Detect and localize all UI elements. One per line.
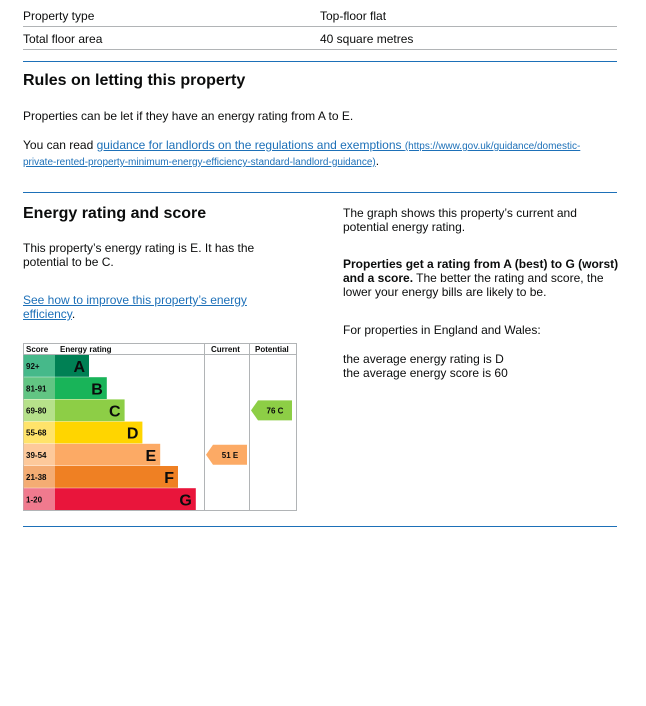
energy-rating-line1: This property’s energy rating is E. It has the <box>23 241 255 255</box>
landlord-guidance-link[interactable] <box>23 138 580 168</box>
band-letter-g: G <box>179 492 192 510</box>
average-stats <box>343 352 508 380</box>
band-score-label-f: 21-38 <box>26 473 47 483</box>
rating-explanation-line3: lower your energy bills are likely to be. <box>343 285 547 299</box>
band-score-label-d: 55-68 <box>26 428 47 438</box>
rating-bands <box>24 355 196 510</box>
average-score: the average energy score is 60 <box>343 366 508 380</box>
band-letter-d: D <box>126 425 139 443</box>
graph-line1: The graph shows this property’s current and <box>343 206 577 220</box>
letting-heading: Rules on letting this property <box>23 72 246 89</box>
summary-row-property-type <box>23 4 617 27</box>
energy-rating-chart <box>23 343 297 511</box>
current-rating-label: 51 E <box>221 450 239 460</box>
improve-paragraph <box>23 293 247 321</box>
band-letter-c: C <box>109 403 121 421</box>
section-divider <box>23 61 617 62</box>
header-energy-rating: Energy rating <box>60 345 112 354</box>
band-bar-f <box>55 466 178 488</box>
rating-explanation-bold1: Properties get a rating from A (best) to G (worst) <box>343 257 619 271</box>
energy-rating-line2: potential to be C. <box>23 255 114 269</box>
header-score: Score <box>26 345 49 354</box>
landlord-guidance-link-text: guidance for landlords on the regulations and exemptions <box>96 138 402 152</box>
summary-label: Total floor area <box>23 32 103 46</box>
band-score-label-a: 92+ <box>26 362 40 372</box>
summary-row-floor-area <box>23 27 617 50</box>
letting-guidance-paragraph <box>23 138 617 170</box>
potential-rating-label: 76 C <box>266 406 284 416</box>
band-score-label-e: 39-54 <box>26 450 47 460</box>
guidance-url-line2: private-rented-property-minimum-energy-efficiency-standard-landlord-guidance) <box>23 157 376 168</box>
guidance-suffix: . <box>375 154 380 168</box>
graph-description <box>343 206 577 234</box>
average-rating: the average energy rating is D <box>343 352 504 366</box>
band-bar-e <box>55 444 160 466</box>
improve-suffix: . <box>71 307 76 321</box>
england-wales-text: For properties in England and Wales: <box>343 323 541 337</box>
energy-rating-text <box>23 241 254 269</box>
band-letter-a: A <box>73 359 85 377</box>
rating-explanation <box>343 257 618 299</box>
improve-efficiency-link[interactable] <box>23 293 247 321</box>
header-potential: Potential <box>255 345 289 354</box>
band-score-label-g: 1-20 <box>26 495 43 505</box>
energy-rating-chart-svg <box>23 343 297 511</box>
summary-label: Property type <box>23 9 95 23</box>
improve-link-line1: See how to improve this property’s energy <box>23 293 247 307</box>
guidance-prefix: You can read <box>23 138 97 152</box>
rating-explanation-bold2: and a score. <box>343 271 414 285</box>
property-summary-table <box>23 4 617 50</box>
improve-link-line2: efficiency <box>23 307 72 321</box>
band-letter-f: F <box>164 470 174 488</box>
rating-explanation-rest: The better the rating and score, the <box>413 271 604 285</box>
header-current: Current <box>211 345 240 354</box>
summary-value: Top-floor flat <box>320 9 387 23</box>
energy-heading: Energy rating and score <box>23 205 207 222</box>
band-score-label-c: 69-80 <box>26 406 47 416</box>
letting-paragraph: Properties can be let if they have an energy rating from A to E. <box>23 109 354 123</box>
band-letter-b: B <box>91 381 103 399</box>
graph-line2: potential energy rating. <box>343 220 466 234</box>
section-divider <box>23 526 617 527</box>
summary-value: 40 square metres <box>320 32 414 46</box>
section-divider <box>23 192 617 193</box>
guidance-url-line1: (https://www.gov.uk/guidance/domestic- <box>404 141 581 152</box>
band-bar-g <box>55 488 196 510</box>
band-score-label-b: 81-91 <box>26 384 47 394</box>
band-letter-e: E <box>145 447 157 465</box>
